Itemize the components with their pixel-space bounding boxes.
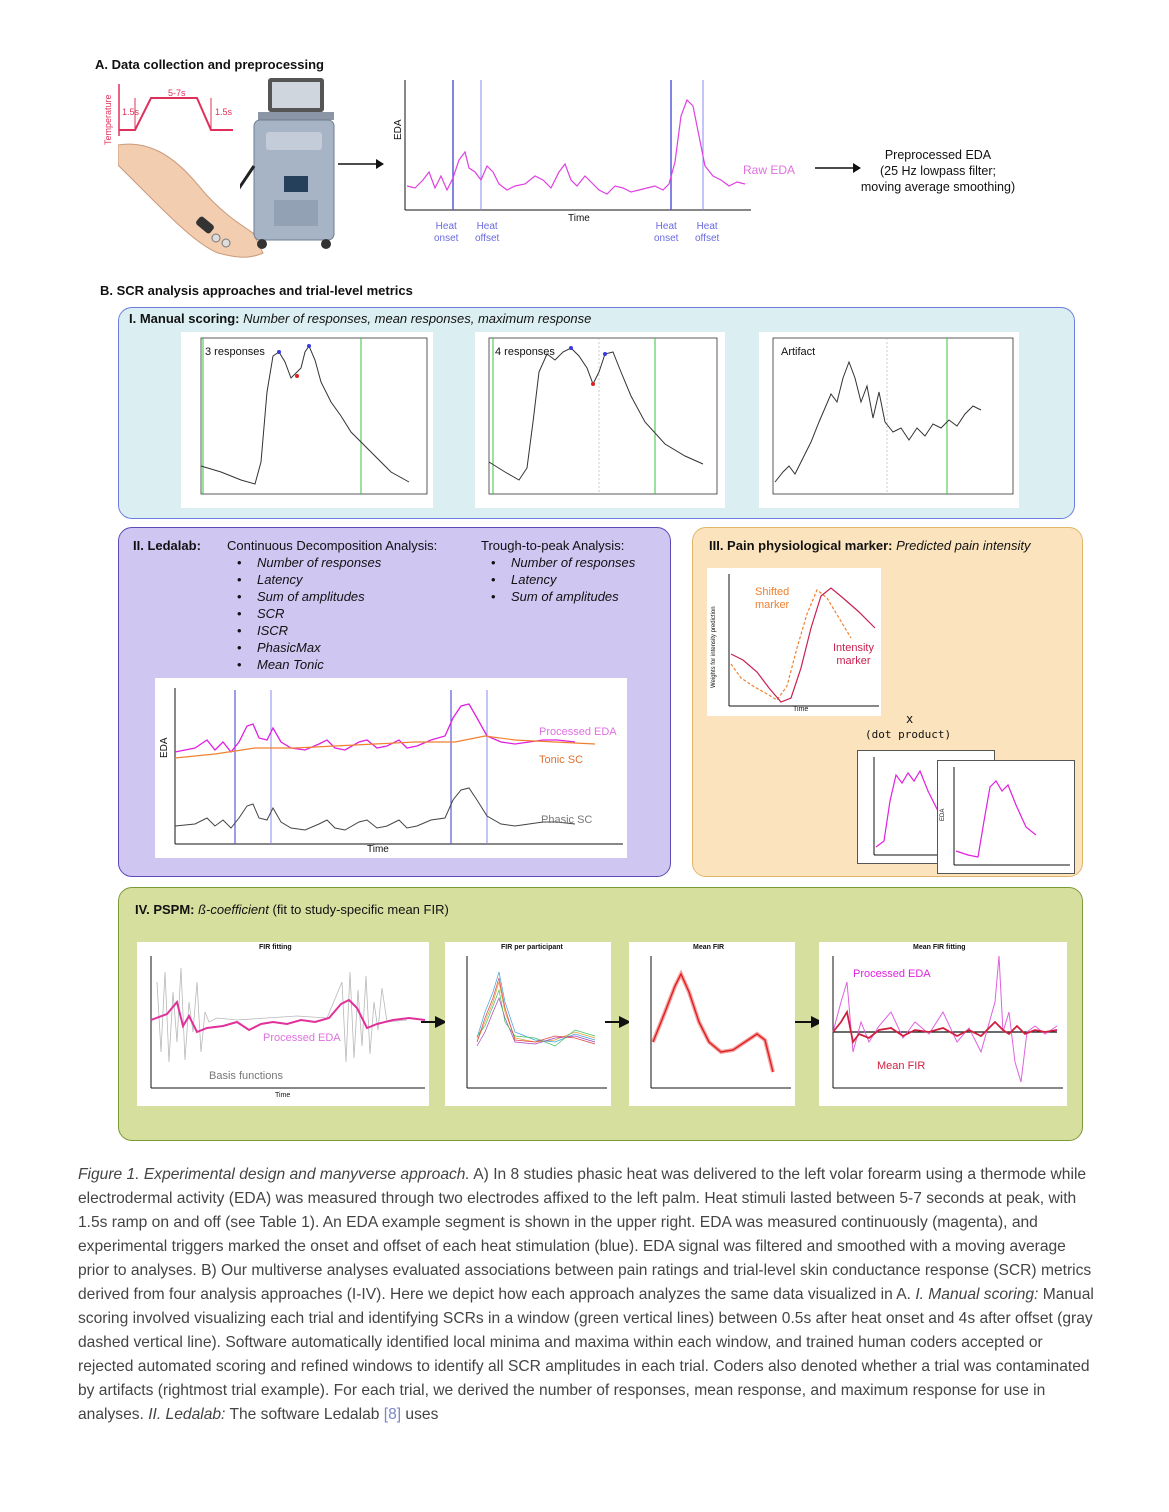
- list-item: • Sum of amplitudes: [237, 589, 365, 604]
- manual-trial-plot-3: [759, 332, 1019, 508]
- eda-trial-plot-front: [937, 760, 1075, 874]
- eda-axis-label-b: EDA: [159, 737, 170, 758]
- time-axis-label-c: Time: [793, 706, 809, 713]
- mean-fir-label: Mean FIR: [877, 1060, 926, 1072]
- caption-text: A) In 8 studies phasic heat was delivered to the left volar forearm using a thermode while electrodermal activity (EDA) was measured through two electrodes affixed to the left palm. Heat stimuli lasted between 5-7 seconds at peak, with 1.5s ramp on and off (see Table 1). An EDA example segment is shown in the upper right. EDA was measured continuously (magenta), and experimental triggers marked the onset and offset of each heat stimulation (blue). EDA signal was filtered and smoothed with a moving average prior to analyses. B) Our multiverse analyses evaluated associations between pain ratings and trial-level skin conductance response (SCR) metrics derived from four analysis approaches (I-IV). Here we depict how each approach analyzes the same data visualized in A.: [78, 1166, 1092, 1303]
- ledalab-title: II. Ledalab:: [133, 538, 201, 553]
- heat-onset-label: Heat onset: [654, 221, 679, 244]
- processed-eda-label: Processed EDA: [853, 968, 931, 980]
- manual-scoring-title: I. Manual scoring: Number of responses, mean responses, maximum response: [129, 311, 592, 326]
- list-item: • Mean Tonic: [237, 657, 324, 672]
- caption-lead: Figure 1. Experimental design and manyverse approach.: [78, 1166, 470, 1183]
- time-axis-label-b: Time: [367, 844, 389, 855]
- thermode-device: [240, 76, 340, 251]
- citation-link[interactable]: [8]: [383, 1406, 402, 1423]
- manual-scoring-panel: [118, 307, 1075, 519]
- pain-marker-title: III. Pain physiological marker: Predicted pain intensity: [709, 538, 1031, 553]
- list-item: • ISCR: [237, 623, 289, 638]
- list-item: • Number of responses: [491, 555, 636, 570]
- heat-offset-label: Heat offset: [695, 221, 720, 244]
- list-item: • Sum of amplitudes: [491, 589, 619, 604]
- raw-eda-label: Raw EDA: [743, 163, 796, 177]
- processed-eda-label: Processed EDA: [263, 1032, 341, 1044]
- ttp-metric-list: [491, 554, 635, 605]
- time-axis-label-d: Time: [275, 1092, 291, 1099]
- caption-italic: I. Manual scoring:: [915, 1286, 1039, 1303]
- tonic-sc-label: Tonic SC: [539, 754, 584, 766]
- section-b-title: B. SCR analysis approaches and trial-level metrics: [100, 283, 413, 298]
- preprocessed-eda-note: [848, 147, 1028, 195]
- pspm-title: IV. PSPM: ß-coefficient (fit to study-specific mean FIR): [135, 902, 449, 917]
- pspm-panel: [118, 887, 1083, 1141]
- fir-per-participant-plot: [445, 942, 611, 1106]
- cda-title: Continuous Decomposition Analysis:: [227, 538, 438, 553]
- raw-eda-plot: [395, 76, 755, 218]
- fir-fitting-title: FIR fitting: [259, 944, 292, 951]
- section-a-title: A. Data collection and preprocessing: [95, 57, 324, 72]
- shifted-marker-label: Shifted marker: [755, 586, 790, 611]
- figure-caption: [78, 1163, 1100, 1427]
- caption-text: Manual scoring involved visualizing each trial and identifying SCRs in a window (green vertical lines) between 0.5s after heat onset and 4s after offset (gray dashed vertical line). Software automatically identified local minima and maxima within each window, and trained human coders accepted or rejected automated scoring and refined windows to identify all SCR amplitudes in each trial. Coders also denoted whether a trial was contaminated by artifacts (rightmost trial example). For each trial, we derived the number of responses, mean response, and maximum response for use in analyses.: [78, 1286, 1094, 1423]
- heat-offset-label: Heat offset: [475, 221, 500, 244]
- temperature-axis-label: Temperature: [103, 94, 113, 145]
- phasic-sc-label: Phasic SC: [541, 814, 593, 826]
- ttp-title: Trough-to-peak Analysis:: [481, 538, 625, 553]
- list-item: • Latency: [491, 572, 557, 587]
- trial-response-count: 4 responses: [495, 346, 555, 358]
- mean-fir-fitting-title: Mean FIR fitting: [913, 944, 966, 951]
- arrow-icon: [421, 1015, 447, 1029]
- mean-fir-plot: [629, 942, 795, 1106]
- basis-functions-label: Basis functions: [209, 1070, 283, 1082]
- ramp-off-label: 1.5s: [215, 107, 233, 117]
- time-axis-label-a: Time: [568, 213, 590, 224]
- cda-metric-list: [237, 554, 381, 673]
- manual-trial-plot-2: [475, 332, 725, 508]
- list-item: • SCR: [237, 606, 285, 621]
- list-item: • Number of responses: [237, 555, 382, 570]
- caption-text: The software Ledalab: [225, 1406, 384, 1423]
- ramp-on-label: 1.5s: [122, 107, 140, 117]
- caption-text: uses: [401, 1406, 439, 1423]
- eda-axis-label-c: EDA: [940, 808, 946, 821]
- dot-product-label: (dot product): [865, 728, 952, 741]
- weights-axis-label: Weights for intensity prediction: [711, 606, 717, 688]
- heat-onset-label: Heat onset: [434, 221, 459, 244]
- preprocessed-line: moving average smoothing): [860, 180, 1016, 194]
- manual-trial-plot-1: [181, 332, 433, 508]
- multiply-symbol: x: [906, 712, 914, 726]
- artifact-label: Artifact: [781, 346, 816, 358]
- list-item: • Latency: [237, 572, 303, 587]
- ledalab-panel: [118, 527, 671, 877]
- eda-axis-label-a: EDA: [393, 119, 404, 140]
- arrow-icon: [605, 1015, 631, 1029]
- list-item: • PhasicMax: [237, 640, 321, 655]
- fir-per-participant-title: FIR per participant: [501, 944, 563, 951]
- fir-fitting-plot: [137, 942, 429, 1106]
- intensity-marker-label: Intensity marker: [833, 642, 874, 667]
- mean-fir-fitting-plot: [819, 942, 1067, 1106]
- trial-response-count: 3 responses: [205, 346, 265, 358]
- mean-fir-title: Mean FIR: [693, 944, 725, 951]
- preprocessed-line: (25 Hz lowpass filter;: [879, 164, 996, 178]
- ledalab-decomposition-plot: [155, 678, 627, 858]
- processed-eda-label: Processed EDA: [539, 726, 617, 738]
- caption-italic: II. Ledalab:: [148, 1406, 226, 1423]
- pain-marker-panel: [692, 527, 1083, 877]
- plateau-label: 5-7s: [168, 88, 186, 98]
- preprocessed-line: Preprocessed EDA: [884, 148, 992, 162]
- arrow-icon: [338, 158, 384, 170]
